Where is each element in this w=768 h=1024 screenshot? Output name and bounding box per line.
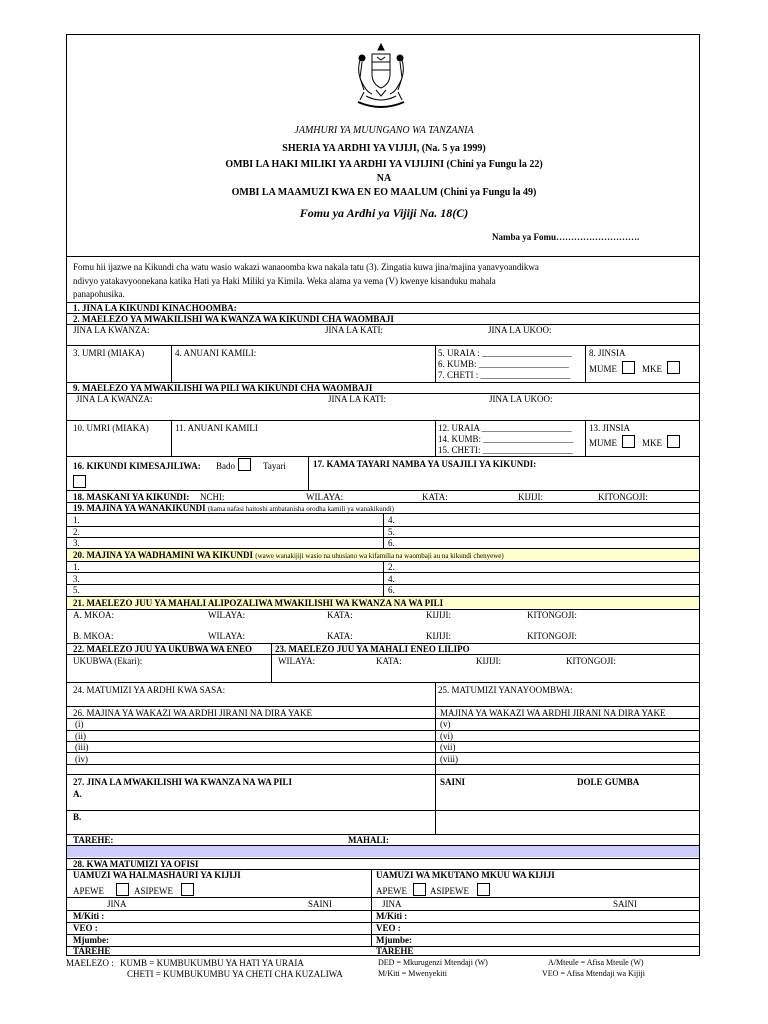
rep1-gender-male-label: MUME [589, 364, 618, 374]
assembly-member-label[interactable]: Mjumbe: [376, 935, 412, 945]
birthplace-heading: 21. MAELEZO JUU YA MAHALI ALIPOZALIWA MWAKILISHI WA KWANZA NA WA PILI [73, 598, 444, 608]
council-member-label[interactable]: Mjumbe: [73, 935, 109, 945]
footer-ded-definition: DED = Mkurugenzi Mtendaji (W) [378, 958, 488, 967]
neighbours-heading-left: 26. MAJINA YA WAKAZI WA ARDHI JIRANI NA DIRA YAKE [73, 708, 313, 718]
guarantor-row-2[interactable]: 3. [73, 574, 80, 584]
representatives-signature-heading: 27. JINA LA MWAKILISHI WA KWANZA NA WA PILI [73, 777, 292, 787]
council-date-label[interactable]: TAREHE [73, 946, 111, 956]
group-residence-district[interactable]: WILAYA: [306, 492, 344, 502]
birthplace-a-region[interactable]: A. MKOA: [73, 610, 115, 620]
rep2-certificate-label[interactable]: 15. CHETI: ____________________ [438, 445, 573, 455]
rep1-address-label[interactable]: 4. ANUANI KAMILI: [175, 348, 257, 358]
footer-cheti-definition: CHETI = KUMBUKUMBU YA CHETI CHA KUZALIWA [127, 969, 343, 979]
member-row-5[interactable]: 5. [388, 527, 395, 537]
rep1-gender-label: 8. JINSIA [589, 348, 626, 358]
land-location-village[interactable]: KIJIJI: [476, 656, 501, 666]
guarantor-row-1[interactable]: 1. [73, 562, 80, 572]
representative-b-label[interactable]: B. [73, 812, 82, 822]
rep1-gender-male-checkbox[interactable] [622, 361, 635, 374]
group-members-heading-text: 19. MAJINA YA WANAKIKUNDI [73, 503, 206, 513]
member-row-4[interactable]: 4. [388, 515, 395, 525]
village-assembly-decision-title: UAMUZI WA MKUTANO MKUU WA KIJIJI [376, 870, 555, 880]
intro-line-3: panapohusika. [73, 289, 125, 299]
land-location-heading: 23. MAELEZO JUU YA MAHALI ENEO LILIPO [275, 644, 470, 654]
assembly-name-column: JINA [382, 899, 402, 909]
neighbour-row-viii[interactable]: (viii) [440, 754, 458, 764]
requested-land-use-label[interactable]: 25. MATUMIZI YANAYOOMBWA: [438, 685, 573, 695]
date-field-label[interactable]: TAREHE: [73, 835, 114, 845]
coat-of-arms-emblem [350, 40, 412, 112]
rep2-first-name-label[interactable]: JINA LA KWANZA: [76, 394, 153, 404]
group-members-note: (kama nafasi haitoshi ambatanisha orodha kamili ya wanakikundi) [207, 505, 394, 513]
country-name: JAMHURI YA MUUNGANO WA TANZANIA [294, 125, 474, 136]
birthplace-a-district[interactable]: WILAYA: [208, 610, 246, 620]
neighbours-heading-right: MAJINA YA WAKAZI WA ARDHI JIRANI NA DIRA YAKE [440, 708, 666, 718]
assembly-sign-column: SAINI [613, 899, 637, 909]
member-row-1[interactable]: 1. [73, 515, 80, 525]
member-row-2[interactable]: 2. [73, 527, 80, 537]
guarantors-note: (wawe wanakijiji wasio na uhusiano wa kifamilia na waombaji au na kikundi chenyewe) [255, 552, 504, 560]
representative-a-label[interactable]: A. [73, 789, 82, 799]
thumbprint-column-label: DOLE GUMBA [577, 777, 640, 787]
blue-separator-band [67, 846, 699, 857]
footer-afisa-definition: A/Mteule = Afisa Mteule (W) [548, 958, 644, 967]
rep2-gender-label: 13. JINSIA [589, 423, 631, 433]
council-veo-label[interactable]: VEO : [73, 923, 98, 933]
guarantor-row-5[interactable]: 4. [388, 574, 395, 584]
birthplace-b-village[interactable]: KIJIJI: [426, 631, 451, 641]
birthplace-a-village[interactable]: KIJIJI: [426, 610, 451, 620]
place-field-label[interactable]: MAHALI: [348, 835, 389, 845]
rep1-gender-female-checkbox[interactable] [667, 361, 680, 374]
rep2-gender-male-label: MUME [589, 438, 618, 448]
group-residence-label: 18. MASKANI YA KIKUNDI: [73, 492, 190, 502]
member-row-6[interactable]: 6. [388, 538, 395, 548]
group-registered-yes-label: Tayari [263, 461, 286, 471]
second-representative-heading: 9. MAELEZO YA MWAKILISHI WA PILI WA KIKUNDI CHA WAOMBAJI [73, 383, 373, 393]
rep1-last-name-label[interactable]: JINA LA UKOO: [488, 325, 552, 335]
rep1-first-name-label[interactable]: JINA LA KWANZA: [73, 325, 150, 335]
neighbour-row-iii[interactable]: (iii) [75, 742, 89, 752]
birthplace-a-hamlet[interactable]: KITONGOJI: [527, 610, 577, 620]
rep1-ref-label[interactable]: 6. KUMB: ____________________ [438, 359, 569, 369]
form-title: Fomu ya Ardhi ya Vijiji Na. 18(C) [299, 206, 469, 220]
land-size-acres[interactable]: UKUBWA (Ekari): [73, 656, 143, 666]
assembly-reject-label: ASIPEWE [430, 886, 469, 896]
rep1-gender-female-label: MKE [642, 364, 662, 374]
rep2-gender-female-label: MKE [642, 438, 662, 448]
council-reject-checkbox[interactable] [181, 883, 194, 896]
birthplace-a-ward[interactable]: KATA: [327, 610, 353, 620]
birthplace-b-ward[interactable]: KATA: [327, 631, 353, 641]
form-number-label[interactable]: Namba ya Fomu………………………. [492, 232, 640, 242]
footer-veo-definition: VEO = Afisa Mtendaji wa Kijiji [542, 969, 645, 978]
neighbour-row-i[interactable]: (i) [75, 719, 84, 729]
rep1-citizenship-label[interactable]: 5. URAIA : ____________________ [438, 348, 573, 358]
council-chair-label[interactable]: M/Kiti : [73, 911, 105, 921]
village-council-decision-title: UAMUZI WA HALMASHAURI YA KIJIJI [73, 870, 241, 880]
act-title: SHERIA YA ARDHI YA VIJIJI, (Na. 5 ya 1999) [282, 143, 486, 154]
office-use-heading: 28. KWA MATUMIZI YA OFISI [73, 859, 199, 869]
rep2-middle-name-label[interactable]: JINA LA KATI: [328, 394, 386, 404]
land-size-heading: 22. MAELEZO JUU YA UKUBWA WA ENEO [73, 644, 252, 654]
neighbour-row-ii[interactable]: (ii) [75, 731, 86, 741]
group-members-heading [73, 503, 394, 514]
guarantor-row-4[interactable]: 2. [388, 562, 395, 572]
neighbour-row-v[interactable]: (v) [440, 719, 451, 729]
council-name-column: JINA [107, 899, 127, 909]
council-reject-label: ASIPEWE [134, 886, 173, 896]
rep2-age-label[interactable]: 10. UMRI (MIAKA) [73, 423, 149, 433]
guarantors-heading [73, 550, 504, 561]
intro-line-1: Fomu hii ijazwe na Kikundi cha watu wasio wakazi wanaoomba kwa nakala tatu (3). Zingatia kuwa jina/majina yanavyoandikwa [73, 262, 539, 272]
group-residence-hamlet[interactable]: KITONGOJI: [598, 492, 648, 502]
rep2-last-name-label[interactable]: JINA LA UKOO: [489, 394, 553, 404]
council-approve-label: APEWE [73, 886, 104, 896]
neighbour-row-vi[interactable]: (vi) [440, 731, 453, 741]
group-registered-yes-checkbox[interactable] [73, 475, 86, 488]
land-location-hamlet[interactable]: KITONGOJI: [566, 656, 616, 666]
land-location-district[interactable]: WILAYA: [278, 656, 316, 666]
birthplace-b-region[interactable]: B. MKOA: [73, 631, 114, 641]
group-residence-village[interactable]: KIJIJI: [518, 492, 543, 502]
assembly-approve-label: APEWE [376, 886, 407, 896]
rep1-certificate-label[interactable]: 7. CHETI : ____________________ [438, 370, 571, 380]
neighbour-row-iv[interactable]: (iv) [75, 754, 88, 764]
registration-number-label[interactable]: 17. KAMA TAYARI NAMBA YA USAJILI YA KIKUNDI: [313, 459, 537, 469]
neighbour-row-vii[interactable]: (vii) [440, 742, 456, 752]
birthplace-b-district[interactable]: WILAYA: [208, 631, 246, 641]
council-sign-column: SAINI [308, 899, 332, 909]
assembly-chair-label[interactable]: M/Kiti : [376, 911, 408, 921]
rep2-ref-label[interactable]: 14. KUMB: ____________________ [438, 434, 574, 444]
assembly-reject-checkbox[interactable] [477, 883, 490, 896]
rep1-age-label[interactable]: 3. UMRI (MIAKA) [73, 348, 145, 358]
intro-line-2: ndivyo yatakavyoonekana katika Hati ya Haki Miliki ya Kimila. Weka alama ya vema (V) kwenye kisanduku mahala [73, 276, 496, 286]
rep1-middle-name-label[interactable]: JINA LA KATI: [325, 325, 383, 335]
application-title-1: OMBI LA HAKI MILIKI YA ARDHI YA VIJIJINI (Chini ya Fungu la 22) [225, 159, 543, 170]
conjunction-na: NA [376, 173, 392, 184]
footer-kumb-definition: KUMB = KUMBUKUMBU YA HATI YA URAIA [120, 958, 304, 968]
current-land-use-label[interactable]: 24. MATUMIZI YA ARDHI KWA SASA: [73, 685, 226, 695]
assembly-date-label[interactable]: TAREHE [376, 946, 414, 956]
rep2-gender-male-checkbox[interactable] [622, 435, 635, 448]
footer-notes-label: MAELEZO : [66, 958, 114, 968]
signature-column-label: SAINI [440, 777, 466, 787]
land-location-ward[interactable]: KATA: [376, 656, 402, 666]
assembly-approve-checkbox[interactable] [413, 883, 426, 896]
rep2-address-label[interactable]: 11. ANUANI KAMILI [175, 423, 258, 433]
application-title-2: OMBI LA MAAMUZI KWA EN EO MAALUM (Chini ya Fungu la 49) [231, 187, 537, 198]
birthplace-b-hamlet[interactable]: KITONGOJI: [527, 631, 577, 641]
group-registered-no-label: Bado [216, 461, 235, 471]
group-residence-country[interactable]: NCHI: [200, 492, 225, 502]
rep2-gender-female-checkbox[interactable] [667, 435, 680, 448]
assembly-veo-label[interactable]: VEO : [376, 923, 401, 933]
guarantor-row-3[interactable]: 5. [73, 585, 80, 595]
rep2-citizenship-label[interactable]: 12. URAIA ____________________ [438, 423, 572, 433]
guarantors-heading-text: 20. MAJINA YA WADHAMINI WA KIKUNDI [73, 550, 254, 560]
first-representative-heading: 2. MAELEZO YA MWAKILISHI WA KWANZA WA KIKUNDI CHA WAOMBAJI [73, 314, 394, 324]
group-registered-label: 16. KIKUNDI KIMESAJILIWA: [73, 461, 201, 471]
footer-mkiti-definition: M/Kiti = Mwenyekiti [378, 969, 447, 978]
member-row-3[interactable]: 3. [73, 538, 80, 548]
group-name-label[interactable]: 1. JINA LA KIKUNDI KINACHOOMBA: [73, 303, 237, 313]
guarantor-row-6[interactable]: 6. [388, 585, 395, 595]
group-residence-ward[interactable]: KATA: [422, 492, 448, 502]
council-approve-checkbox[interactable] [116, 883, 129, 896]
group-registered-no-checkbox[interactable] [238, 458, 251, 471]
